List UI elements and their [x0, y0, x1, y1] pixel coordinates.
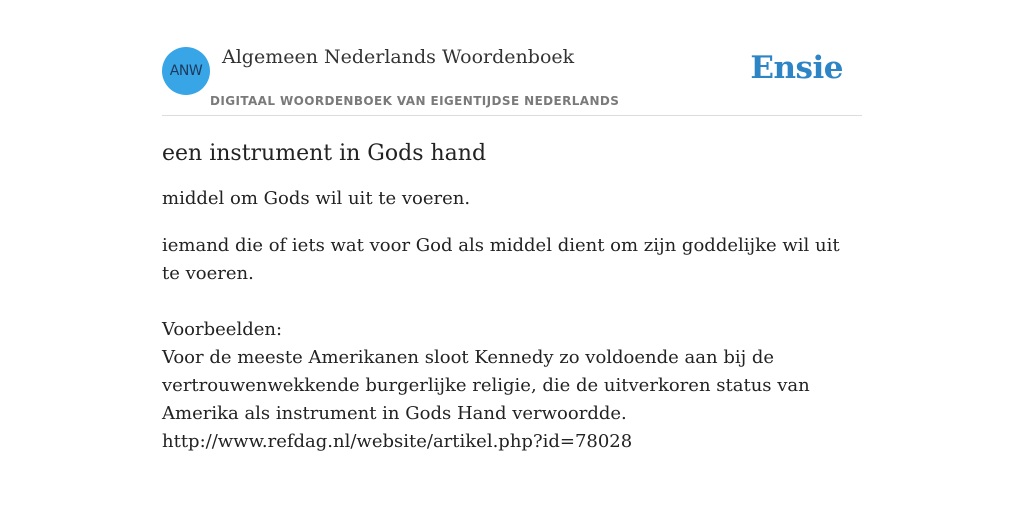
- examples-label: Voorbeelden:: [162, 319, 283, 340]
- source-url: http://www.refdag.nl/website/artikel.php?id=78028: [162, 431, 633, 452]
- entry-content: [162, 137, 862, 456]
- spacer: [162, 288, 862, 316]
- entry-explanation: [162, 232, 862, 456]
- site-header: [162, 40, 862, 116]
- logo-text: ANW: [169, 63, 203, 79]
- site-subtitle: DIGITAAL WOORDENBOEK VAN EIGENTIJDSE NEDERLANDS: [210, 94, 620, 108]
- explanation-text: iemand die of iets wat voor God als middel dient om zijn goddelijke wil uit te voeren.: [162, 235, 840, 284]
- entry-definition: middel om Gods wil uit te voeren.: [162, 188, 471, 209]
- ensie-brand-logo[interactable]: Ensie: [750, 50, 843, 86]
- entry-title: een instrument in Gods hand: [162, 141, 487, 166]
- site-title[interactable]: Algemeen Nederlands Woordenboek: [222, 46, 575, 68]
- example-text: Voor de meeste Amerikanen sloot Kennedy zo voldoende aan bij de vertrouwenwekkende burgerlijke religie, die de uitverkoren status van Amerika als instrument in Gods Hand verwoordde.: [162, 347, 810, 424]
- anw-logo[interactable]: [162, 47, 210, 95]
